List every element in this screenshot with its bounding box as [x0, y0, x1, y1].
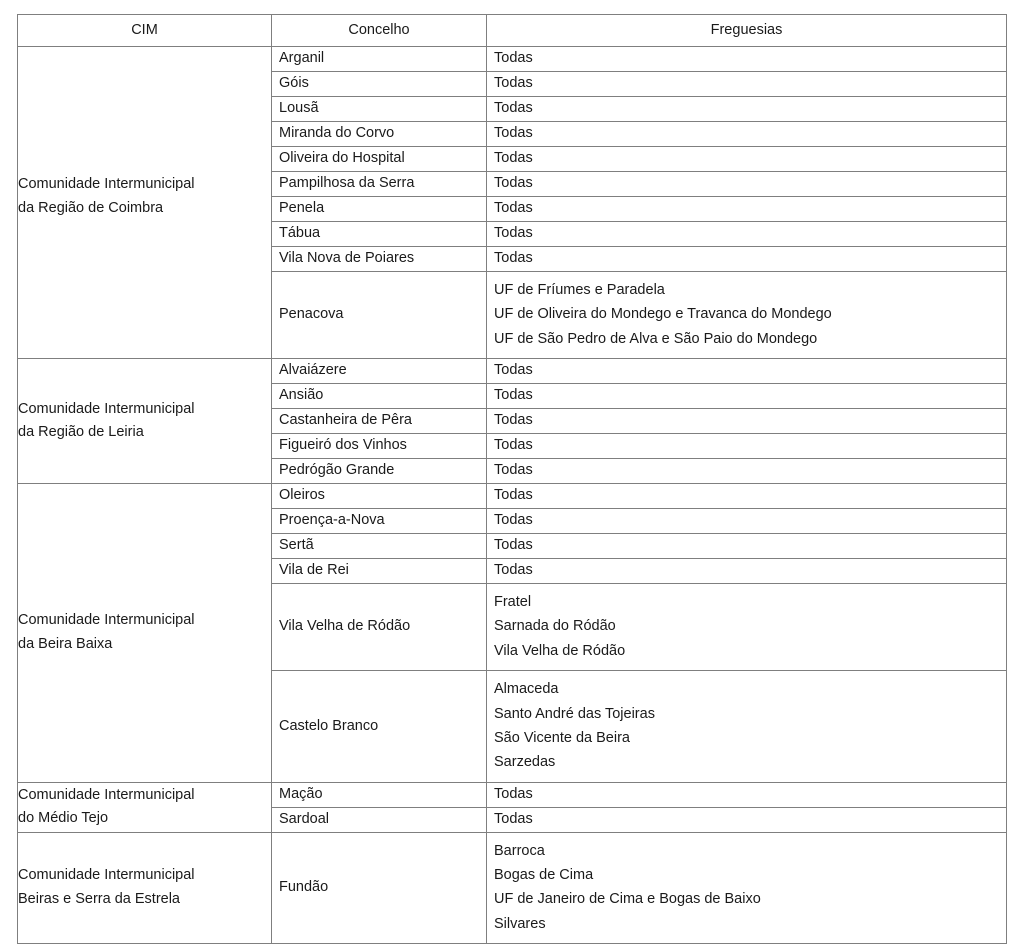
concelho-cell [272, 534, 487, 559]
freguesia-item: Vila Velha de Ródão [494, 642, 626, 659]
concelho-cell [272, 47, 487, 72]
freguesia-item: Todas [494, 462, 533, 479]
freguesia-item: Todas [494, 562, 533, 579]
cim-name-line: da Região de Coimbra [18, 199, 164, 216]
concelho-cell [272, 484, 487, 509]
freguesias-cell [487, 47, 1007, 72]
freguesia-item: Fratel [494, 594, 532, 611]
concelho-name: Sardoal [279, 810, 329, 827]
table-row [18, 484, 1007, 509]
freguesias-cell [487, 509, 1007, 534]
concelho-cell [272, 247, 487, 272]
concelho-name: Proença-a-Nova [279, 512, 385, 529]
freguesia-item: Todas [494, 387, 533, 404]
freguesias-list [487, 584, 1006, 670]
cim-group-cell [18, 832, 272, 943]
concelho-cell [272, 172, 487, 197]
freguesia-item: UF de Janeiro de Cima e Bogas de Baixo [494, 891, 761, 908]
cim-name-line: Beiras e Serra da Estrela [18, 890, 180, 907]
concelho-cell [272, 147, 487, 172]
freguesia-item: Todas [494, 512, 533, 529]
concelho-cell [272, 359, 487, 384]
freguesias-cell [487, 459, 1007, 484]
freguesias-cell [487, 807, 1007, 832]
freguesias-cell [487, 172, 1007, 197]
concelho-name: Góis [279, 75, 309, 92]
freguesia-item: Todas [494, 785, 533, 802]
concelho-name: Lousã [279, 100, 319, 117]
cim-concelho-freguesias-table [17, 14, 1007, 944]
freguesias-cell [487, 384, 1007, 409]
table-row [18, 359, 1007, 384]
concelho-name: Miranda do Corvo [279, 125, 395, 142]
freguesia-item: UF de Oliveira do Mondego e Travanca do Mondego [494, 306, 832, 323]
concelho-name: Alvaiázere [279, 362, 347, 379]
freguesia-item: Todas [494, 150, 533, 167]
freguesias-cell [487, 559, 1007, 584]
freguesias-cell [487, 534, 1007, 559]
freguesias-cell [487, 247, 1007, 272]
table-row [18, 782, 1007, 807]
concelho-name: Fundão [279, 879, 329, 896]
freguesia-item: Todas [494, 437, 533, 454]
freguesias-list [487, 833, 1006, 943]
cim-group-cell [18, 782, 272, 832]
freguesias-cell [487, 409, 1007, 434]
concelho-name: Arganil [279, 50, 325, 67]
cim-name-line: Comunidade Intermunicipal [18, 176, 195, 193]
concelho-cell [272, 584, 487, 671]
freguesias-cell [487, 434, 1007, 459]
concelho-name: Oleiros [279, 487, 325, 504]
freguesia-item: Todas [494, 225, 533, 242]
freguesias-cell [487, 484, 1007, 509]
concelho-cell [272, 559, 487, 584]
cim-name-line: do Médio Tejo [18, 810, 109, 827]
concelho-name: Sertã [279, 537, 314, 554]
column-header-concelho: Concelho [272, 15, 487, 47]
concelho-cell [272, 384, 487, 409]
freguesia-item: Todas [494, 362, 533, 379]
cim-group-cell [18, 359, 272, 484]
table-body [18, 47, 1007, 944]
freguesias-cell [487, 671, 1007, 782]
cim-name-line: Comunidade Intermunicipal [18, 400, 195, 417]
freguesia-item: Todas [494, 50, 533, 67]
cim-name-line: da Beira Baixa [18, 635, 113, 652]
table-row [18, 47, 1007, 72]
concelho-name: Oliveira do Hospital [279, 150, 405, 167]
freguesias-cell [487, 832, 1007, 943]
freguesias-cell [487, 197, 1007, 222]
freguesias-cell [487, 97, 1007, 122]
freguesia-item: Bogas de Cima [494, 866, 594, 883]
freguesia-item: Santo André das Tojeiras [494, 705, 655, 722]
table-header [18, 15, 1007, 47]
concelho-name: Castanheira de Pêra [279, 412, 412, 429]
freguesia-item: Todas [494, 175, 533, 192]
freguesias-list [487, 671, 1006, 781]
concelho-name: Pedrógão Grande [279, 462, 395, 479]
concelho-name: Penela [279, 200, 325, 217]
freguesia-item: Todas [494, 250, 533, 267]
concelho-name: Vila de Rei [279, 562, 349, 579]
cim-name-line: Comunidade Intermunicipal [18, 612, 195, 629]
freguesia-item: Todas [494, 487, 533, 504]
cim-name-line: da Região de Leiria [18, 424, 144, 441]
freguesias-cell [487, 272, 1007, 359]
freguesias-list [487, 272, 1006, 358]
freguesia-item: Barroca [494, 842, 545, 859]
concelho-name: Figueiró dos Vinhos [279, 437, 407, 454]
freguesia-item: UF de São Pedro de Alva e São Paio do Mondego [494, 330, 818, 347]
concelho-cell [272, 509, 487, 534]
freguesia-item: Sarzedas [494, 754, 556, 771]
concelho-name: Castelo Branco [279, 717, 379, 734]
concelho-cell [272, 409, 487, 434]
cim-group-cell [18, 47, 272, 359]
freguesias-cell [487, 359, 1007, 384]
table-row [18, 832, 1007, 943]
concelho-cell [272, 222, 487, 247]
cim-group-cell [18, 484, 272, 783]
freguesia-item: Todas [494, 537, 533, 554]
freguesias-cell [487, 222, 1007, 247]
concelho-cell [272, 807, 487, 832]
freguesias-cell [487, 147, 1007, 172]
freguesia-item: UF de Fríumes e Paradela [494, 282, 665, 298]
freguesias-cell [487, 72, 1007, 97]
concelho-name: Mação [279, 785, 323, 802]
concelho-cell [272, 782, 487, 807]
concelho-cell [272, 122, 487, 147]
freguesia-item: Sarnada do Ródão [494, 618, 616, 635]
freguesia-item: Todas [494, 100, 533, 117]
freguesia-item: Todas [494, 125, 533, 142]
concelho-name: Vila Nova de Poiares [279, 250, 415, 267]
concelho-cell [272, 272, 487, 359]
concelho-name: Pampilhosa da Serra [279, 175, 415, 192]
concelho-cell [272, 459, 487, 484]
freguesia-item: Almaceda [494, 681, 559, 698]
column-header-freguesias: Freguesias [487, 15, 1007, 47]
freguesias-cell [487, 122, 1007, 147]
freguesia-item: Silvares [494, 915, 546, 932]
header-row [18, 15, 1007, 47]
column-header-cim: CIM [18, 15, 272, 47]
freguesia-item: Todas [494, 810, 533, 827]
concelho-name: Tábua [279, 225, 321, 242]
freguesias-cell [487, 584, 1007, 671]
freguesia-item: Todas [494, 412, 533, 429]
concelho-cell [272, 671, 487, 782]
concelho-cell [272, 197, 487, 222]
concelho-cell [272, 832, 487, 943]
cim-name-line: Comunidade Intermunicipal [18, 867, 195, 884]
cim-name-line: Comunidade Intermunicipal [18, 786, 195, 803]
concelho-cell [272, 434, 487, 459]
concelho-cell [272, 97, 487, 122]
freguesias-cell [487, 782, 1007, 807]
concelho-cell [272, 72, 487, 97]
freguesia-item: Todas [494, 200, 533, 217]
concelho-name: Vila Velha de Ródão [279, 618, 411, 635]
freguesia-item: São Vicente da Beira [494, 729, 630, 746]
concelho-name: Penacova [279, 306, 344, 323]
freguesia-item: Todas [494, 75, 533, 92]
concelho-name: Ansião [279, 387, 324, 404]
